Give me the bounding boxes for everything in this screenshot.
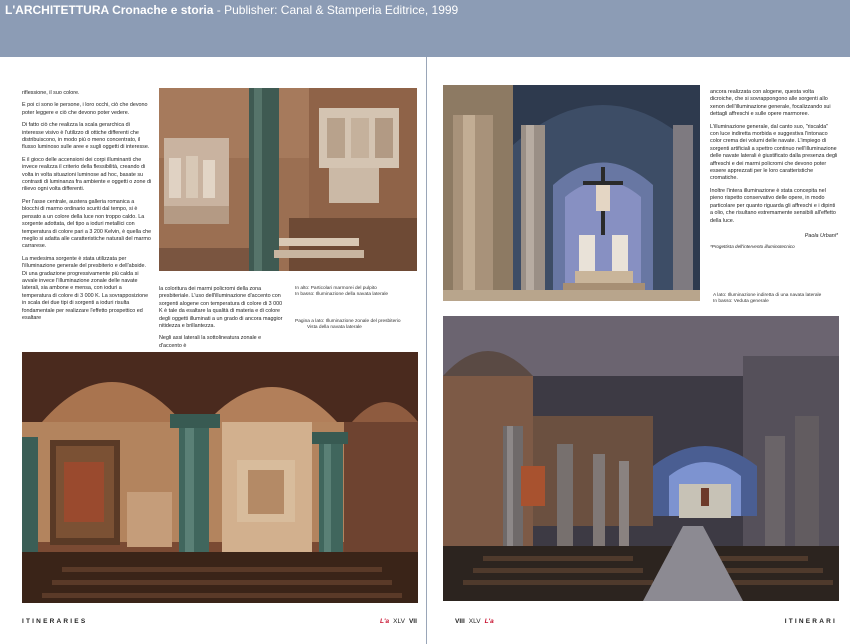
author-signature: Paola Urbani* [804, 232, 838, 239]
page-number: VII [408, 618, 417, 625]
author-note: *Progettista dell'intervento illuminotecnico [710, 244, 795, 250]
publication-title-bold: L'ARCHITETTURA Cronache e storia [5, 3, 214, 17]
right-page-body-column [710, 89, 838, 251]
caption-line: In basso: Illuminazione della navata laterale [295, 292, 389, 298]
paragraph: Di fatto ciò che realizza la scala gerarchica di interesse visivo è l'utilizzo di ottiche differenti che distribuiscono, in modo più o meno concentrato, il flusso luminoso sulle aree e sugli oggetti di interesse. [22, 122, 150, 151]
left-page-folio [380, 618, 421, 625]
paragraph: E poi ci sono le persone, i loro occhi, ciò che devono poter leggere e ciò che devono poter vedere. [22, 102, 148, 116]
paragraph: Negli assi laterali la sottolineatura zonale e d'accento è [159, 335, 262, 349]
paragraph: ancora realizzata con alogene, questa volta dicroiche, che si sovrappongono alle sorgenti allo xenon dell'illuminazione generale, focalizzando sui dettagli affreschi e sulle opere marmoree. [710, 89, 831, 118]
right-footer-section: ITINERARI [784, 618, 837, 625]
left-page-body-column-2 [159, 286, 285, 355]
publication-title [5, 3, 458, 17]
page-gutter [426, 57, 427, 644]
paragraph: E il gioco delle accensioni dei corpi illuminanti che invece realizza il criterio della flessibilità, creando di volta in volta situazioni luminose ad hoc, basate su contrasti di luminanza fra ambiente e oggetti o zone di rilievo ogni volta differenti. [22, 156, 152, 193]
photo-general-view [443, 316, 839, 601]
caption-line: Vista della navata laterale [307, 325, 362, 331]
photo-indirect-nave-lighting [443, 85, 700, 301]
caption-line: In basso: Veduta generale [713, 299, 769, 305]
right-page-folio [455, 618, 498, 625]
magazine-logo: L'a [484, 618, 494, 625]
left-footer-section: ITINERARIES [22, 618, 88, 625]
photo-side-nave-lighting [22, 352, 418, 603]
paragraph: La medesima sorgente è stata utilizzata per l'illuminazione generale del presbiterio e dell'abside. Di una gradazione progressivamente più calda si avvale invece l'illuminazione zonale delle navate laterali, sia ambone e mensa, con ioduri a temperatura di colore di 3 000 K. La sovrapposizione in scala dei due tipi di sorgenti a ioduri risulta fondamentale per realizzare l'effetto prospettico ed esaltare [22, 255, 149, 321]
paragraph: la coloritura dei marmi policromi della zona presbiteriale. L'uso dell'illuminazione d'accento con sorgenti alogene con temperatura di colore di 3 000 K è tale da esaltare la qualità di materia e di colore degli oggetti illuminati a un grado di ancora maggior nitidezza e brillantezza. [159, 286, 283, 330]
caption-pulpit [295, 286, 415, 299]
caption-line: A lato: Illuminazione indiretta di una navata laterale [713, 293, 822, 298]
caption-line: In alto: Particolari marmorei del pulpito [295, 286, 377, 291]
paragraph: riflessione, il suo colore. [22, 90, 80, 96]
paragraph: Per l'asse centrale, austera galleria romanica a blocchi di marmo ordinario scuriti dal tempo, si è pensato a un colore della luce non troppo caldo. La sorgente adottata, del tipo a ioduri metallici con temperatura di colore pari a 3 200 Kelvin, è quella che meglio si adatta alle caratteristiche naturali del marmo carrarese. [22, 198, 152, 250]
publication-title-publisher: - Publisher: Canal & Stamperia Editrice, 1999 [213, 3, 459, 17]
magazine-spread [0, 57, 850, 644]
caption-right-page [713, 293, 838, 306]
paragraph: Inoltre l'intera illuminazione è stata concepita nel pieno rispetto conservativo delle opere, in modo particolare per quanto riguarda gli affreschi e i dipinti a olio, che risultano estremamente sensibili all'effetto della luce. [710, 187, 836, 224]
volume-number: XLV [468, 618, 481, 625]
volume-number: XLV [393, 618, 405, 625]
caption-line: Pagina a lato: Illuminazione zonale del presbiterio [295, 319, 401, 324]
page-number: VIII [455, 618, 465, 625]
left-page-body-column-1 [22, 90, 152, 327]
magazine-logo: L'a [380, 618, 390, 625]
caption-presbytery [295, 319, 415, 332]
viewer-header [0, 0, 850, 57]
paragraph: L'illuminazione generale, dal canto suo, "riscalda" con luce indiretta morbida e suggestiva l'intonaco color crema dei volumi delle navate. L'impiego di sorgenti artificiali a spettro continuo nell'illuminazione delle navate laterali è giustificato dalla presenza degli affreschi e dei marmi policromi che devono poter essere apprezzati per le loro caratteristiche cromatiche. [710, 123, 838, 182]
photo-pulpit-marble-details [159, 88, 417, 271]
